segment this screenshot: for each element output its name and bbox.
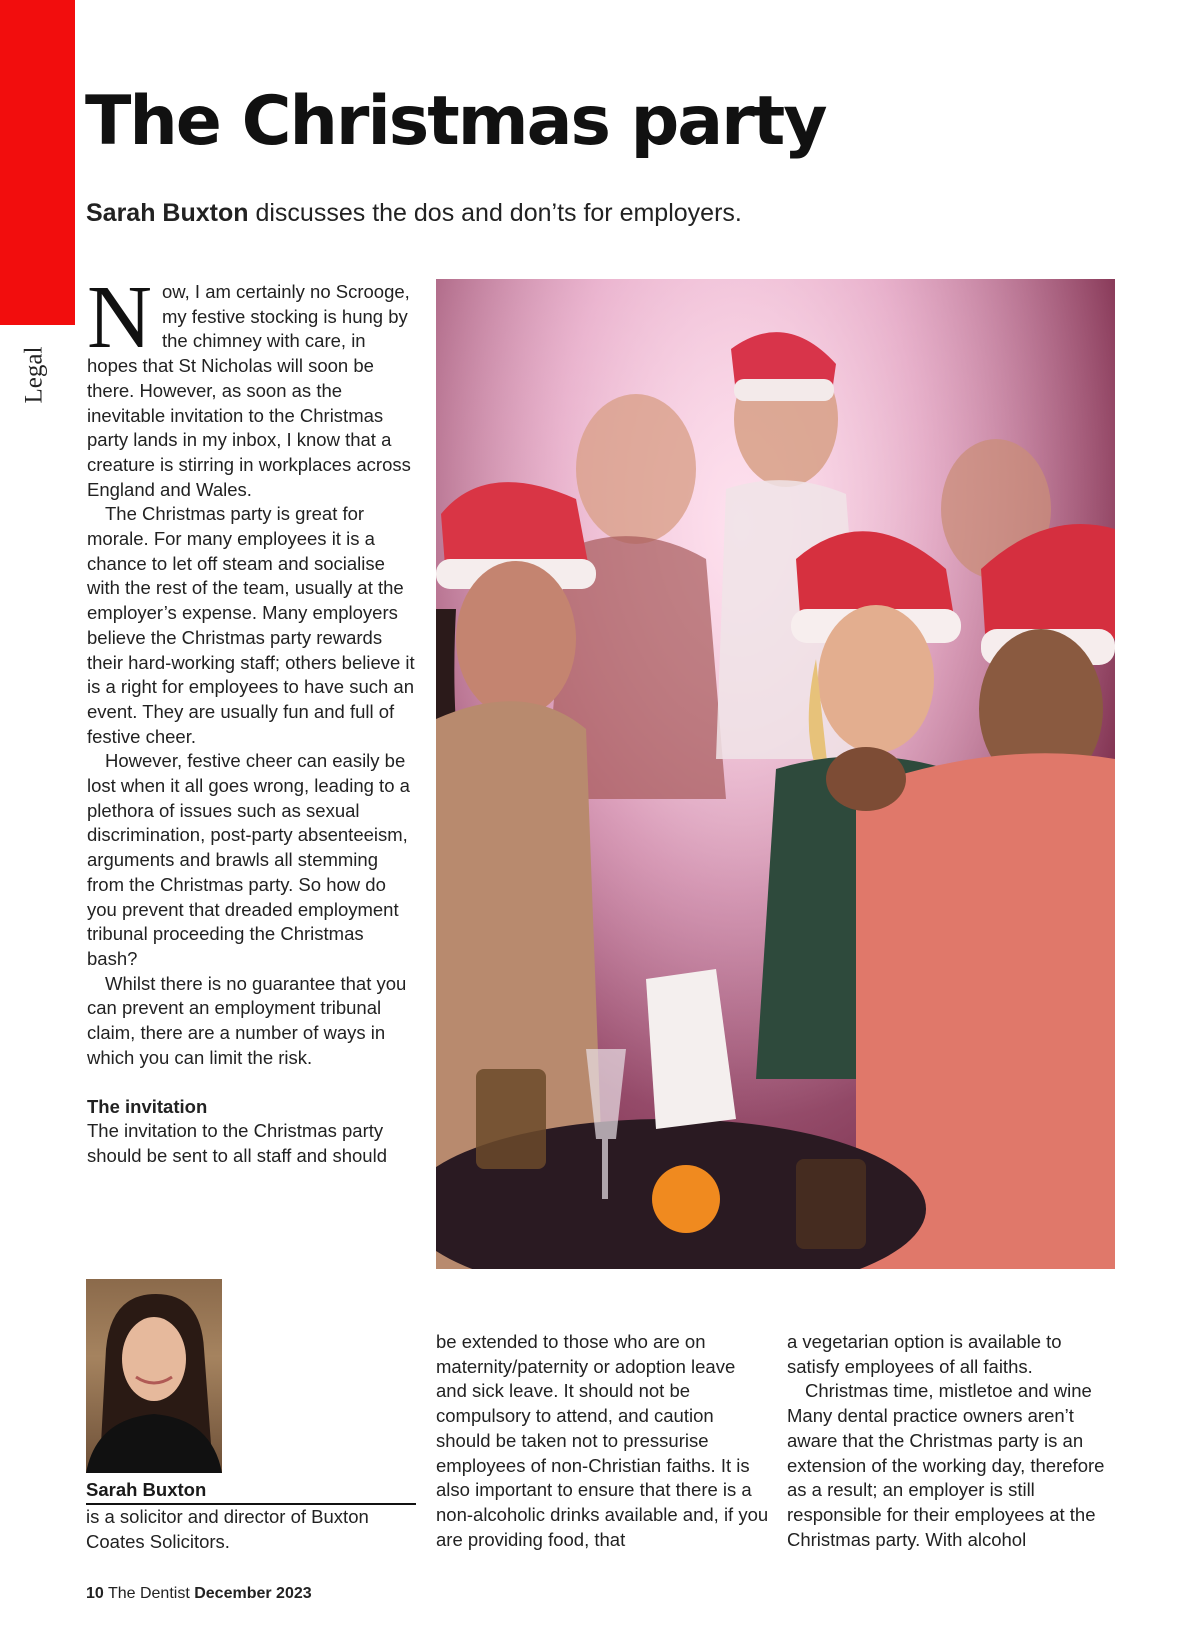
page-footer: [86, 1585, 312, 1603]
author-portrait: [86, 1279, 222, 1473]
paragraph-2: The Christmas party is great for morale. For many employees it is a chance to let off steam and socialise with the rest of the team, usually at the employer’s expense. Many employers believe the Christmas party rewards their hard-working staff; others believe it is a right for employees to have such an event. They are usually fun and full of festive cheer.: [87, 503, 415, 747]
section-color-bar: [0, 0, 75, 325]
section-label-text: Legal: [20, 346, 48, 404]
article-title: The Christmas party: [85, 82, 826, 161]
drop-cap: N: [87, 268, 152, 367]
paragraph-1-text: ow, I am certainly no Scrooge, my festive stocking is hung by the chimney with care, in hopes that St Nicholas will soon be there. However, as soon as the inevitable invitation to the Christmas party lands in my inbox, I know that a creature is stirring in workplaces across England and Wales.: [87, 281, 411, 500]
paragraph-intro: [87, 268, 419, 502]
subhead-invitation: The invitation: [87, 1095, 208, 1117]
party-photo: [436, 279, 1115, 1269]
paragraph-5: The invitation to the Christmas party should be sent to all staff and should: [87, 1120, 387, 1166]
author-bio: is a solicitor and director of Buxton Coates Solicitors.: [86, 1506, 369, 1552]
page-number: 10: [86, 1585, 104, 1602]
subhead-mistletoe: Christmas time, mistletoe and wine: [805, 1380, 1092, 1402]
article-column-left: [87, 268, 419, 1169]
author-name: Sarah Buxton: [86, 1478, 416, 1505]
paragraph-7: a vegetarian option is available to satisfy employees of all faiths.: [787, 1331, 1062, 1377]
paragraph-6: be extended to those who are on maternity/paternity or adoption leave and sick leave. It should not be compulsory to attend, and caution should be taken not to pressurise employees of non-Christian faiths. It is also important to ensure that there is a non-alcoholic drinks available and, if you are providing food, that: [436, 1331, 769, 1550]
standfirst-author: Sarah Buxton: [86, 199, 249, 227]
paragraph-3: However, festive cheer can easily be lost when it all goes wrong, leading to a plethora of issues such as sexual discrimination, post-party absenteeism, arguments and brawls all stemming from the Christmas party. So how do you prevent that dreaded employment tribunal proceeding the Christmas bash?: [87, 750, 410, 969]
article-column-middle: [436, 1330, 771, 1552]
magazine-name: The Dentist: [103, 1585, 195, 1602]
standfirst-text: discusses the dos and don’ts for employers.: [248, 199, 742, 227]
party-photo-illustration: [436, 279, 1115, 1269]
paragraph-4: Whilst there is no guarantee that you can prevent an employment tribunal claim, there are a number of ways in which you can limit the risk.: [87, 972, 407, 1068]
paragraph-9: Many dental practice owners aren’t aware that the Christmas party is an extension of the working day, therefore as a result; an employer is still responsible for their employees at the Christmas party. With alcohol: [787, 1405, 1105, 1550]
issue-date: December 2023: [194, 1585, 312, 1602]
section-label: [14, 340, 54, 410]
standfirst: [86, 198, 742, 228]
article-column-right: [787, 1330, 1117, 1552]
author-photo: [86, 1279, 222, 1473]
